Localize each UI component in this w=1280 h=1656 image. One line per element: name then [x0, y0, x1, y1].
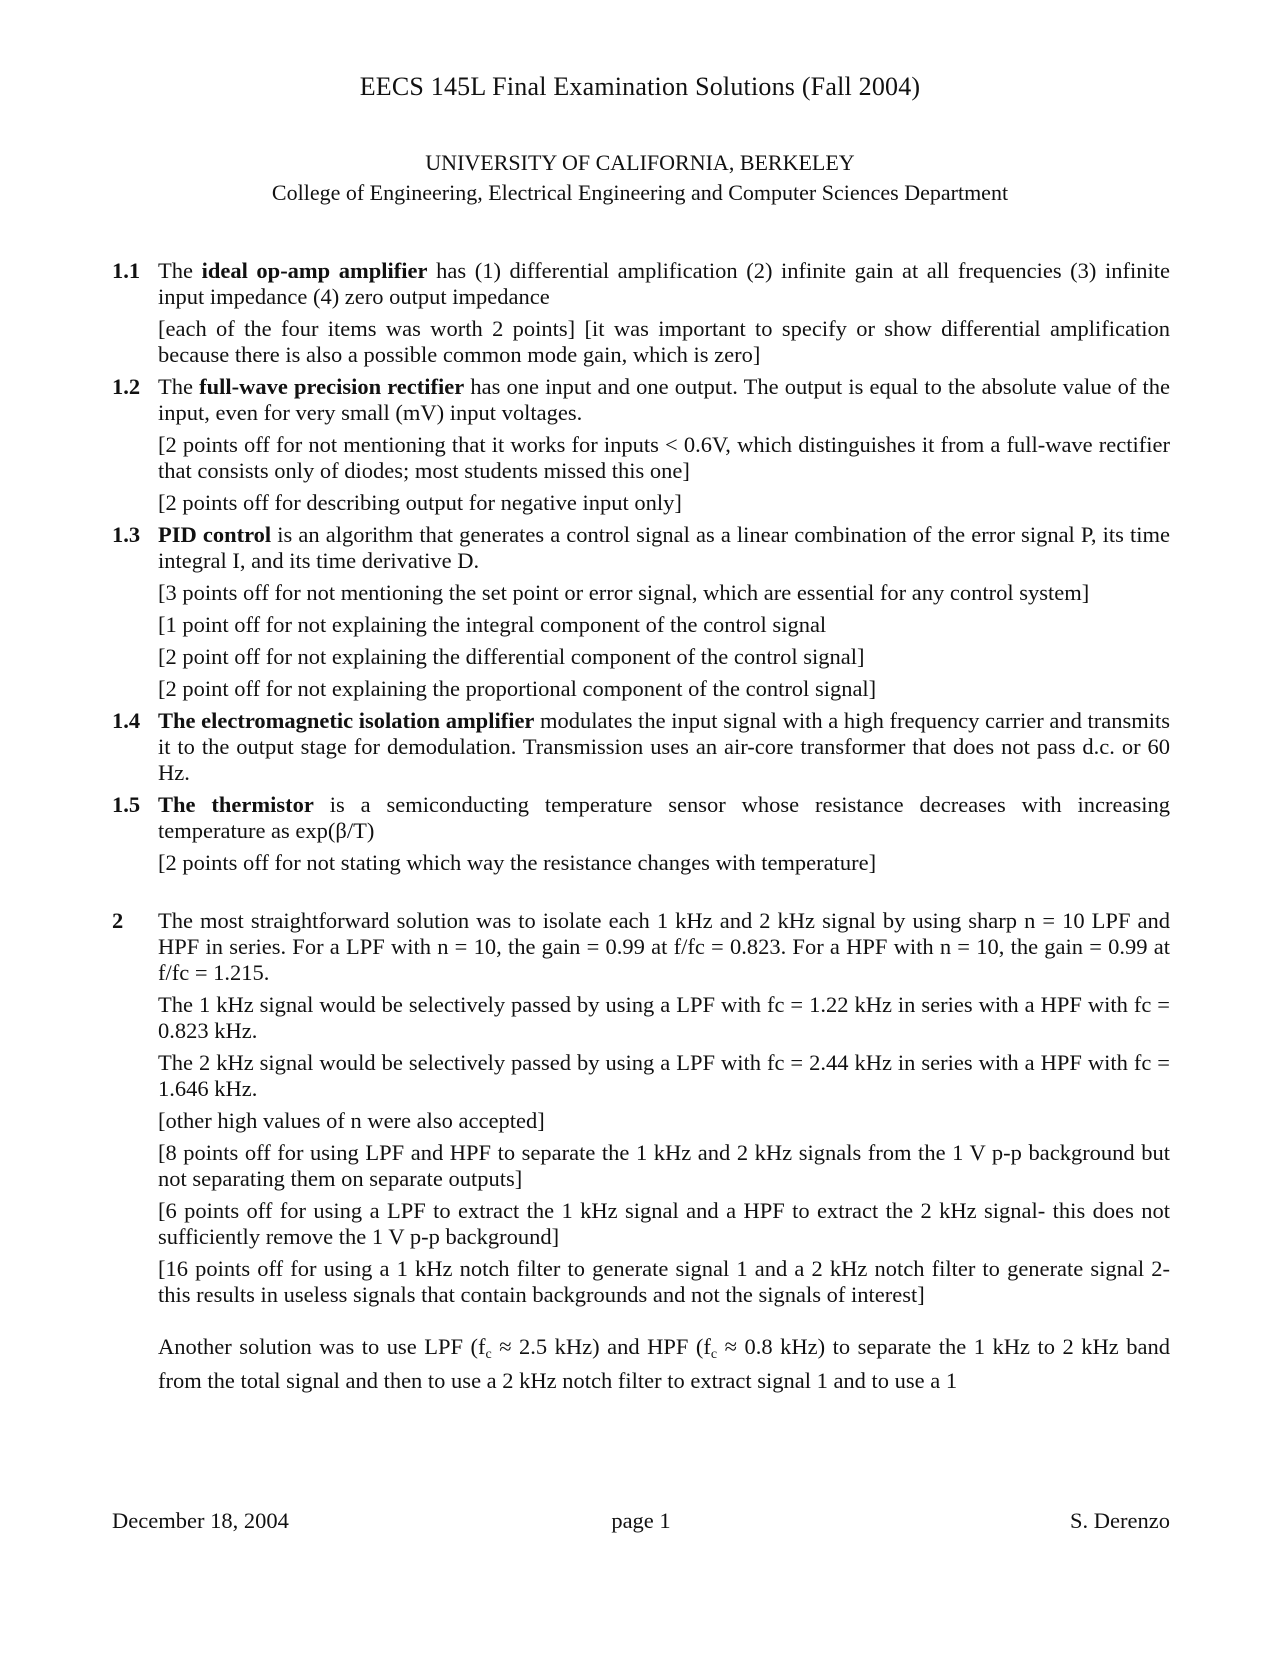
problem-2-paragraph: [16 points off for using a 1 kHz notch filter to generate signal 1 and a 2 kHz notch filter to generate signal 2- this results in useless signals that contain backgrounds and not the signals of interest] — [158, 1256, 1170, 1307]
item-number: 2 — [112, 908, 124, 933]
item-body — [158, 708, 1170, 792]
item-number: 1.2 — [112, 374, 141, 399]
item-number: 1.4 — [112, 708, 141, 733]
grading-note: [2 point off for not explaining the proportional component of the control signal] — [158, 676, 877, 701]
problem-2-paragraph: The 1 kHz signal would be selectively passed by using a LPF with fc = 1.22 kHz in series with a HPF with fc = 0.823 kHz. — [158, 992, 1170, 1043]
grading-note: [2 points off for not stating which way the resistance changes with temperature] — [158, 850, 877, 875]
item-answer: The electromagnetic isolation amplifier modulates the input signal with a high frequency carrier and transmits it to the output stage for demodulation. Transmission uses an air-core transformer that does not pass d.c. or 60 Hz. — [158, 708, 1170, 785]
grading-note: [2 point off for not explaining the differential component of the control signal] — [158, 644, 865, 669]
list-item — [112, 792, 1170, 882]
item-answer: The thermistor is a semiconducting temperature sensor whose resistance decreases with increasing temperature as exp(β/T) — [158, 792, 1170, 843]
college-name: College of Engineering, Electrical Engineering and Computer Sciences Department — [271, 180, 1009, 205]
grading-note: [each of the four items was worth 2 points] [it was important to specify or show differential amplification because there is also a possible common mode gain, which is zero] — [158, 316, 1170, 367]
problem-2-paragraph: The most straightforward solution was to isolate each 1 kHz and 2 kHz signal by using sharp n = 10 LPF and HPF in series. For a LPF with n = 10, the gain = 0.99 at f/fc = 0.823. For a HPF with n = 10, the gain = 0.99 at f/fc = 1.215. — [158, 908, 1170, 985]
item-term: PID control — [158, 522, 272, 547]
item-number: 1.3 — [112, 522, 141, 547]
item-term: The thermistor — [158, 792, 314, 817]
item-body — [158, 374, 1170, 522]
problem-2-paragraph: The 2 kHz signal would be selectively passed by using a LPF with fc = 2.44 kHz in series with a HPF with fc = 1.646 kHz. — [158, 1050, 1170, 1101]
list-item — [112, 258, 1170, 374]
list-item — [112, 374, 1170, 522]
footer-page-number: page 1 — [611, 1508, 671, 1533]
list-item — [112, 522, 1170, 708]
problem-2-paragraph: [6 points off for using a LPF to extract the 1 kHz signal and a HPF to extract the 2 kHz signal- this does not sufficiently remove the 1 V p-p background] — [158, 1198, 1170, 1249]
document-body — [112, 258, 1170, 1400]
problem-2-body — [158, 908, 1170, 1400]
item-answer: The full-wave precision rectifier has one input and one output. The output is equal to the absolute value of the input, even for very small (mV) input voltages. — [158, 374, 1171, 425]
document-title: EECS 145L Final Examination Solutions (Fall 2004) — [359, 72, 921, 101]
problem-2 — [112, 908, 1170, 1400]
problem-2-paragraph: [8 points off for using LPF and HPF to separate the 1 kHz and 2 kHz signals from the 1 V p-p background but not separating them on separate outputs] — [158, 1140, 1170, 1191]
item-answer: The ideal op-amp amplifier has (1) differential amplification (2) infinite gain at all frequencies (3) infinite input impedance (4) zero output impedance — [158, 258, 1170, 309]
item-term: full-wave precision rectifier — [199, 374, 465, 399]
another-solution-paragraph: Another solution was to use LPF ($f_c \approx 2.5$ kHz) and HPF ($f_c \approx 0.8$ kHz) to separate the 1 kHz to 2 kHz band from the total signal and then to use a 2 kHz notch filter to extract signal 1 and to use a 1 — [158, 1334, 1170, 1393]
grading-note: [3 points off for not mentioning the set point or error signal, which are essential for any control system] — [158, 580, 1090, 605]
item-term: ideal op-amp amplifier — [201, 258, 428, 283]
footer-date: December 18, 2004 — [112, 1508, 289, 1533]
item-term: The electromagnetic isolation amplifier — [158, 708, 535, 733]
list-item — [112, 708, 1170, 792]
item-body — [158, 258, 1170, 374]
item-body — [158, 792, 1170, 882]
grading-note: [2 points off for describing output for negative input only] — [158, 490, 682, 515]
university-name: UNIVERSITY OF CALIFORNIA, BERKELEY — [425, 150, 855, 175]
item-number: 1.1 — [112, 258, 141, 283]
footer-author: S. Derenzo — [1070, 1508, 1170, 1533]
problem-1-list — [112, 258, 1170, 882]
item-body — [158, 522, 1170, 708]
grading-note: [2 points off for not mentioning that it works for inputs < 0.6V, which distinguishes it from a full-wave rectifier that consists only of diodes; most students missed this one] — [158, 432, 1170, 483]
item-answer: PID control is an algorithm that generates a control signal as a linear combination of the error signal P, its time integral I, and its time derivative D. — [158, 522, 1171, 573]
item-number: 1.5 — [112, 792, 141, 817]
problem-2-paragraph: [other high values of n were also accepted] — [158, 1108, 545, 1133]
grading-note: [1 point off for not explaining the integral component of the control signal — [158, 612, 827, 637]
